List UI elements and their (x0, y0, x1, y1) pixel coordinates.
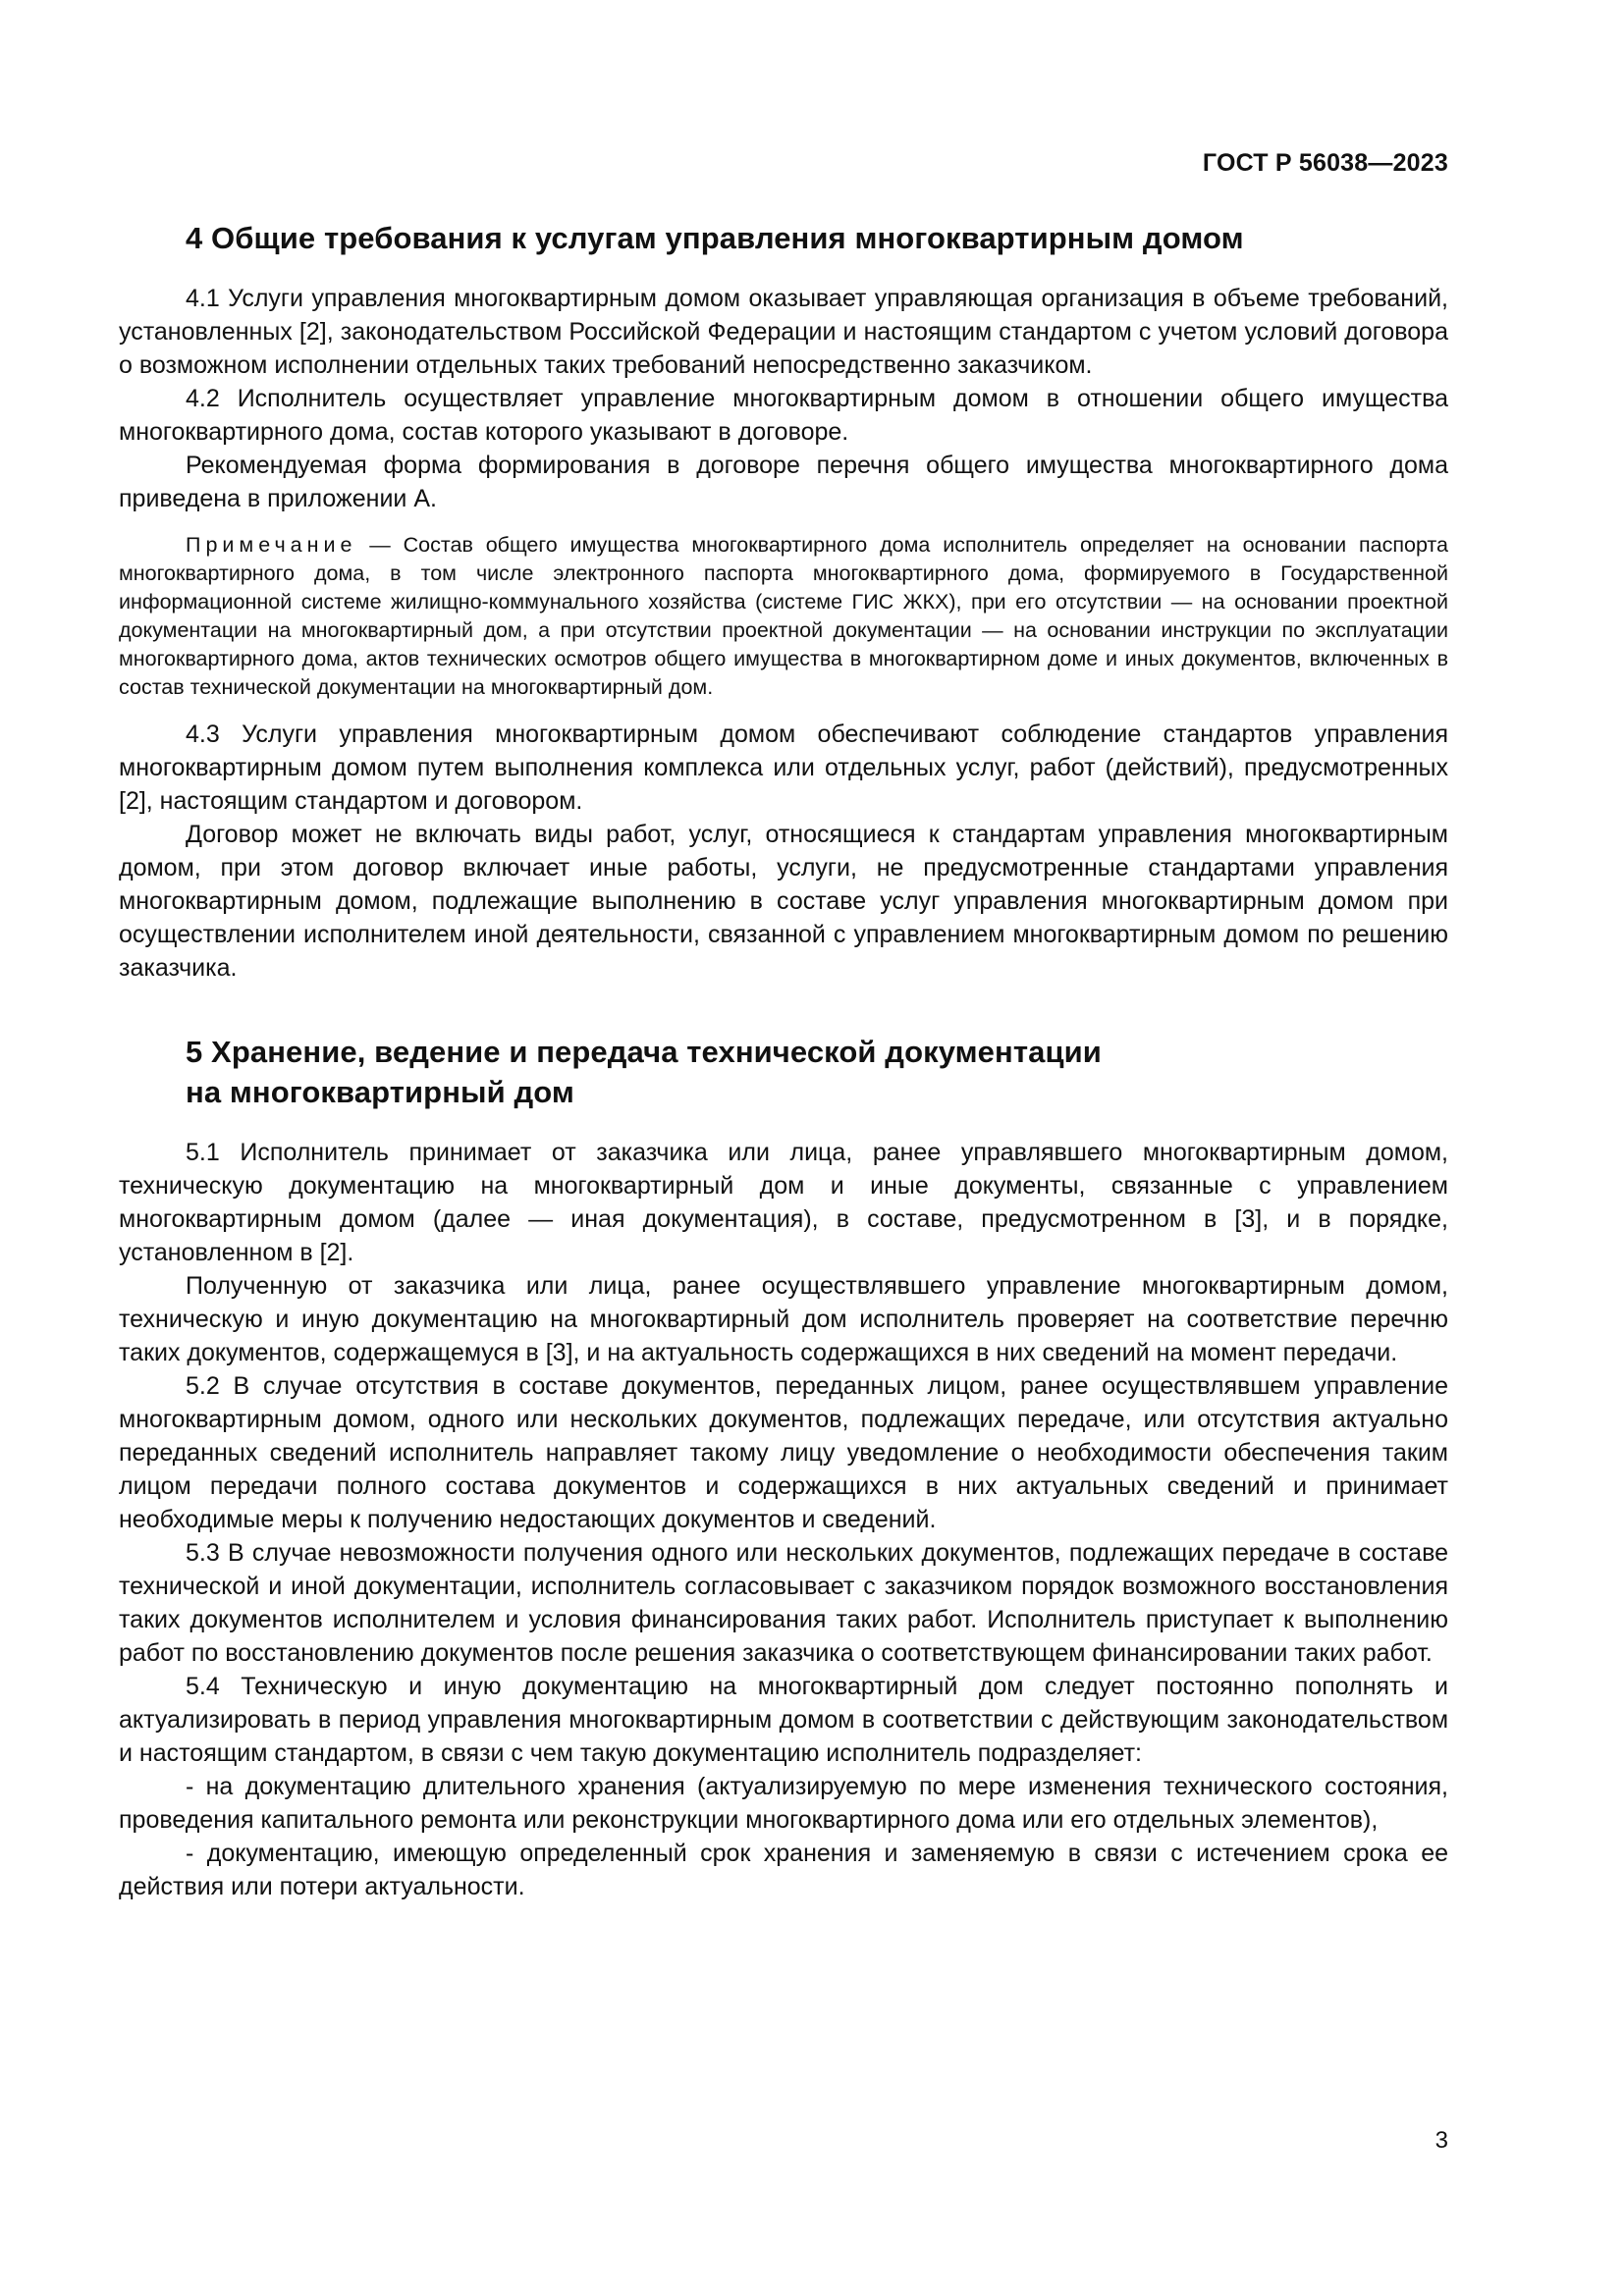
section-5-title (186, 1032, 1448, 1112)
paragraph-5-1-check: Полученную от заказчика или лица, ранее осуществлявшего управление многоквартирным домом, техническую и иную документацию на многоквартирный дом исполнитель проверяет на соответствие перечню таких документов, содержащемуся в [3], и на актуальность содержащихся в них сведений на момент передачи. (119, 1272, 1448, 1366)
section-5-title-line-2: на многоквартирный дом (186, 1075, 574, 1109)
page-number: 3 (1435, 2127, 1448, 2154)
paragraph-4-2: 4.2 Исполнитель осуществляет управление многоквартирным домом в отношении общего имущества многоквартирного дома, состав которого указывают в договоре. (119, 385, 1448, 446)
note-paragraph (119, 531, 1448, 702)
paragraph-5-3: 5.3 В случае невозможности получения одного или нескольких документов, подлежащих передаче в составе технической и иной документации, исполнитель согласовывает с заказчиком порядок возможного восстановления таких документов исполнителем и условия финансирования таких работ. Исполнитель приступает к выполнению работ по восстановлению документов после решения заказчика о соответствующем финансировании таких работ. (119, 1539, 1448, 1667)
paragraph-5-2: 5.2 В случае отсутствия в составе документов, переданных лицом, ранее осуществлявшем управление многоквартирным домом, одного или нескольких документов, подлежащих передаче, или отсутствия актуально переданных сведений исполнитель направляет такому лицу уведомление о необходимости обеспечения таким лицом передачи полного состава документов и содержащихся в них актуальных сведений и принимает необходимые меры к получению недостающих документов и сведений. (119, 1372, 1448, 1533)
paragraph-4-3: 4.3 Услуги управления многоквартирным домом обеспечивают соблюдение стандартов управления многоквартирным домом путем выполнения комплекса или отдельных услуг, работ (действий), предусмотренных [2], настоящим стандартом и договором. (119, 721, 1448, 815)
paragraph-4-1: 4.1 Услуги управления многоквартирным домом оказывает управляющая организация в объеме требований, установленных [2], законодательством Российской Федерации и настоящим стандартом с учетом условий договора о возможном исполнении отдельных таких требований непосредственно заказчиком. (119, 285, 1448, 379)
note-label: Примечание (186, 533, 357, 557)
paragraph-4-3-contract: Договор может не включать виды работ, услуг, относящиеся к стандартам управления многоквартирным домом, при этом договор включает иные работы, услуги, не предусмотренные стандартами управления многоквартирным домом, подлежащие выполнению в составе услуг управления многоквартирным домом при осуществлении исполнителем иной деятельности, связанной с управлением многоквартирным домом по решению заказчика. (119, 821, 1448, 982)
list-item: - на документацию длительного хранения (актуализируемую по мере изменения технического состояния, проведения капитального ремонта или реконструкции многоквартирного дома или его отдельных элементов), (119, 1773, 1448, 1834)
list-item: - документацию, имеющую определенный срок хранения и заменяемую в связи с истечением срока ее действия или потери актуальности. (119, 1840, 1448, 1900)
section-4-title: 4 Общие требования к услугам управления многоквартирным домом (186, 221, 1244, 255)
paragraph-5-1: 5.1 Исполнитель принимает от заказчика или лица, ранее управлявшего многоквартирным домом, техническую документацию на многоквартирный дом и иные документы, связанные с управлением многоквартирным домом (далее — иная документация), в составе, предусмотренном в [3], и в порядке, установленном в [2]. (119, 1139, 1448, 1266)
paragraph-4-2-recommendation: Рекомендуемая форма формирования в договоре перечня общего имущества многоквартирного дома приведена в приложении А. (119, 452, 1448, 512)
standard-header: ГОСТ Р 56038—2023 (1202, 149, 1448, 177)
page-content (119, 218, 1448, 1903)
note-text: — Состав общего имущества многоквартирного дома исполнитель определяет на основании паспорта многоквартирного дома, в том числе электронного паспорта многоквартирного дома, формируемого в Государственной информационной системе жилищно-коммунального хозяйства (системе ГИС ЖКХ), при его отсутствии — на основании проектной документации на многоквартирный дом, а при отсутствии проектной документации — на основании инструкции по эксплуатации многоквартирного дома, актов технических осмотров общего имущества в многоквартирном доме и иных документов, включенных в состав технической документации на многоквартирный дом. (119, 533, 1448, 699)
paragraph-5-4: 5.4 Техническую и иную документацию на многоквартирный дом следует постоянно пополнять и актуализировать в период управления многоквартирным домом в соответствии с действующим законодательством и настоящим стандартом, в связи с чем такую документацию исполнитель подразделяет: (119, 1673, 1448, 1767)
section-5-title-line-1: 5 Хранение, ведение и передача технической документации (186, 1035, 1102, 1069)
